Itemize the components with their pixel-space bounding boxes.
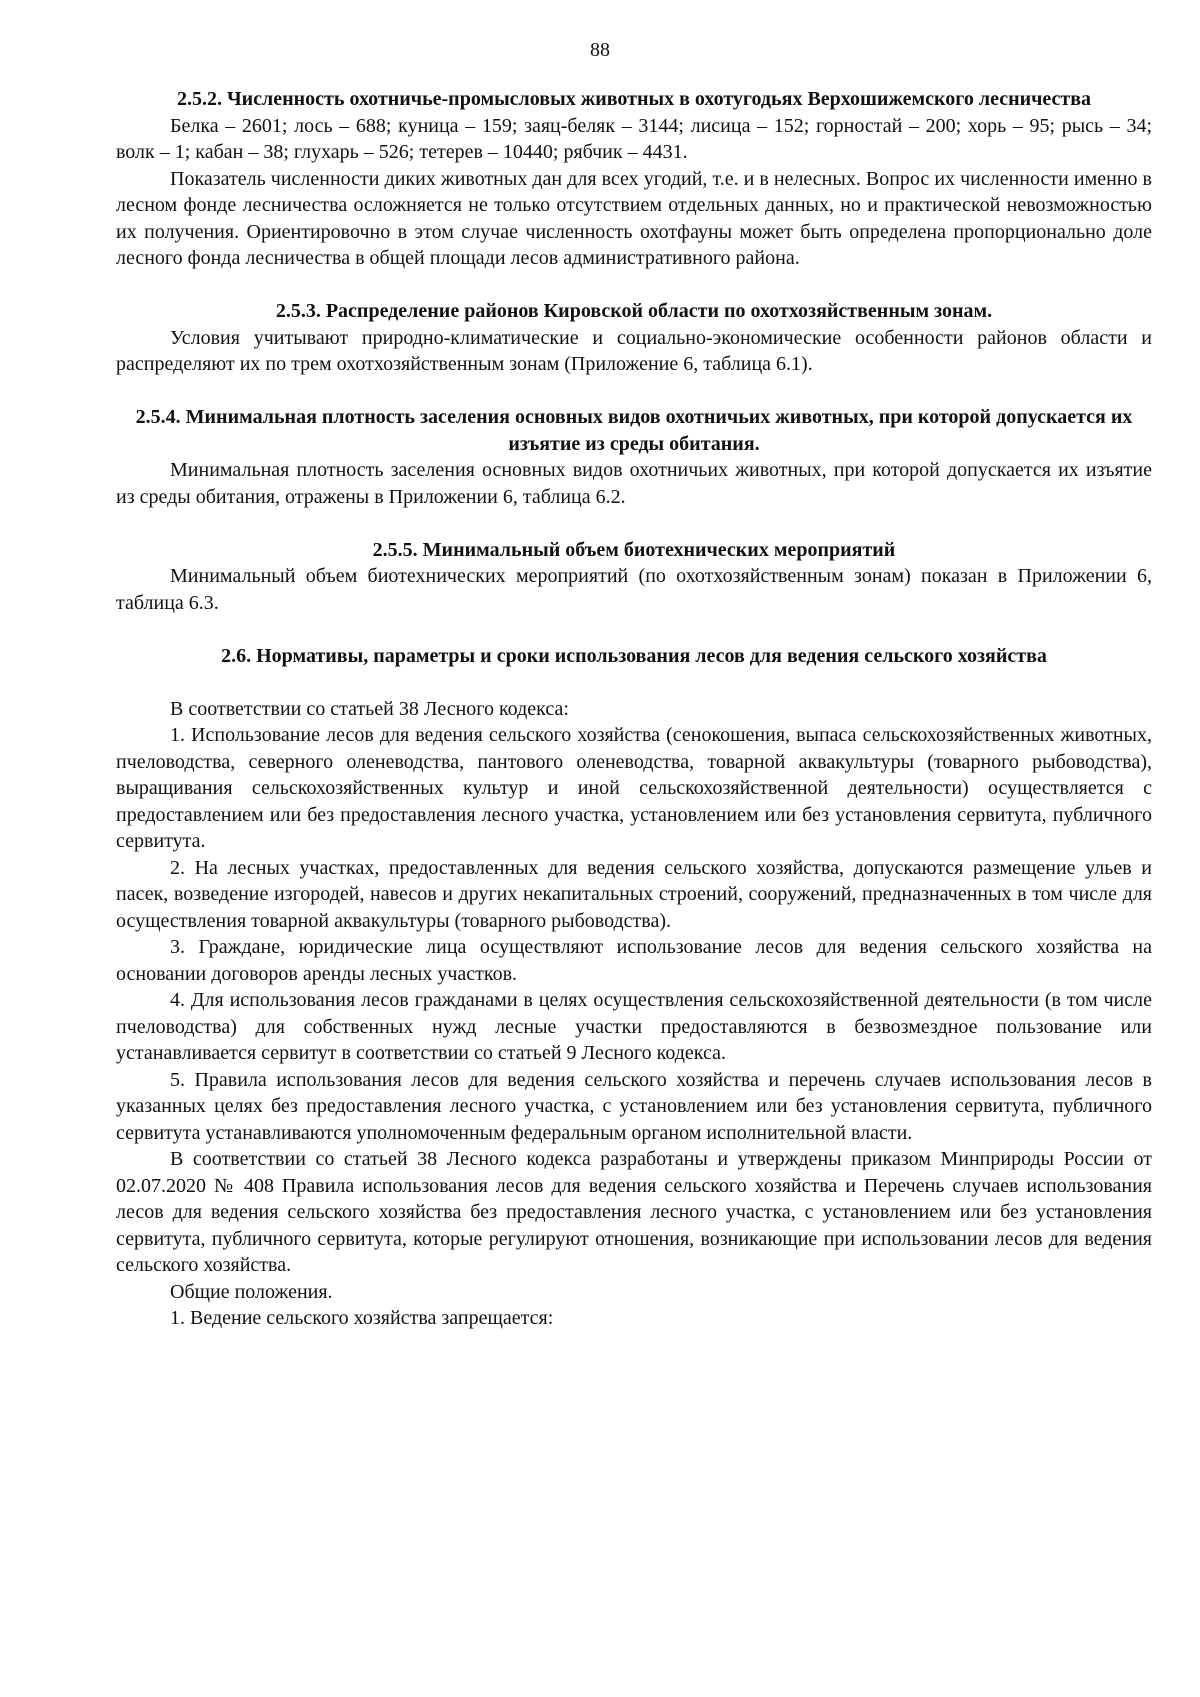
list-item-5: 5. Правила использования лесов для ведения сельского хозяйства и перечень случаев использования лесов в указанных целях без предоставления лесного участка, с установлением или без установления сервитута, публичного сервитута устанавливаются уполномоченным федеральным органом исполнительной власти. xyxy=(116,1068,1152,1144)
section-heading-2-5-3: 2.5.3. Распределение районов Кировской области по охотхозяйственным зонам. xyxy=(275,300,993,322)
list-item-1: 1. Использование лесов для ведения сельского хозяйства (сенокошения, выпаса сельскохозяйственных животных, пчеловодства, северного оленеводства, пантового оленеводства, товарной аквакультуры (товарного рыбоводства), выращивания сельскохозяйственных культур и иной сельскохозяйственной деятельности) осуществляется с предоставлением или без предоставления лесного участка, установлением или без установления сервитута, публичного сервитута. xyxy=(116,724,1152,852)
section-heading-2-5-2: 2.5.2. Численность охотничье-промысловых животных в охотугодьях Верхошижемского лесничества xyxy=(176,88,1092,110)
paragraph-population-note: Показатель численности диких животных дан для всех угодий, т.е. и в нелесных. Вопрос их численности именно в лесном фонде лесничества осложняется не только отсутствием отдельных данных, но и практической невозможностью их получения. Ориентировочно в этом случае численность охотфауны может быть определена пропорционально доле лесного фонда лесничества в общей площади лесов административного района. xyxy=(116,167,1152,269)
paragraph-hunting-zones: Условия учитывают природно-климатические и социально-экономические особенности районов области и распределяют их по трем охотхозяйственным зонам (Приложение 6, таблица 6.1). xyxy=(116,326,1152,375)
page-number: 88 xyxy=(590,39,610,61)
paragraph-general-provisions: Общие положения. xyxy=(170,1280,333,1303)
section-heading-2-5-5: 2.5.5. Минимальный объем биотехнических мероприятий xyxy=(372,538,896,561)
section-heading-2-6: 2.6. Нормативы, параметры и сроки использования лесов для ведения сельского хозяйства xyxy=(221,644,1047,667)
list-item-3: 3. Граждане, юридические лица осуществляют использование лесов для ведения сельского хозяйства на основании договоров аренды лесных участков. xyxy=(116,936,1152,985)
paragraph-biotech-measures: Минимальный объем биотехнических мероприятий (по охотхозяйственным зонам) показан в Приложении 6, таблица 6.3. xyxy=(116,565,1152,614)
section-heading-2-5-4: 2.5.4. Минимальная плотность заселения основных видов охотничьих животных, при которой допускается их изъятие из среды обитания. xyxy=(135,406,1133,455)
general-item-1: 1. Ведение сельского хозяйства запрещается: xyxy=(170,1307,554,1329)
paragraph-rules: В соответствии со статьей 38 Лесного кодекса разработаны и утверждены приказом Минприроды России от 02.07.2020 № 408 Правила использования лесов для ведения сельского хозяйства и Перечень случаев использования лесов для ведения сельского хозяйства без предоставления лесного участка, с установлением или без установления сервитута, публичного сервитута, которые регулируют отношения, возникающие при использовании лесов для ведения сельского хозяйства. xyxy=(116,1148,1152,1276)
page-content xyxy=(116,86,1152,1332)
paragraph-min-density: Минимальная плотность заселения основных видов охотничьих животных, при которой допускается их изъятие из среды обитания, отражены в Приложении 6, таблица 6.2. xyxy=(116,459,1152,508)
paragraph-intro: В соответствии со статьей 38 Лесного кодекса: xyxy=(170,697,569,720)
list-item-4: 4. Для использования лесов гражданами в целях осуществления сельскохозяйственной деятельности (в том числе пчеловодства) для собственных нужд лесные участки предоставляются в безвозмездное пользование или устанавливается сервитут в соответствии со статьей 9 Лесного кодекса. xyxy=(116,989,1152,1064)
paragraph-animal-counts: Белка – 2601; лось – 688; куница – 159; заяц-беляк – 3144; лисица – 152; горностай – 200; хорь – 95; рысь – 34; волк – 1; кабан – 38; глухарь – 526; тетерев – 10440; рябчик – 4431. xyxy=(116,114,1152,163)
list-item-2: 2. На лесных участках, предоставленных для ведения сельского хозяйства, допускаются размещение ульев и пасек, возведение изгородей, навесов и других некапитальных строений, сооружений, предназначенных в том числе для осуществления товарной аквакультуры (товарного рыбоводства). xyxy=(116,856,1152,932)
